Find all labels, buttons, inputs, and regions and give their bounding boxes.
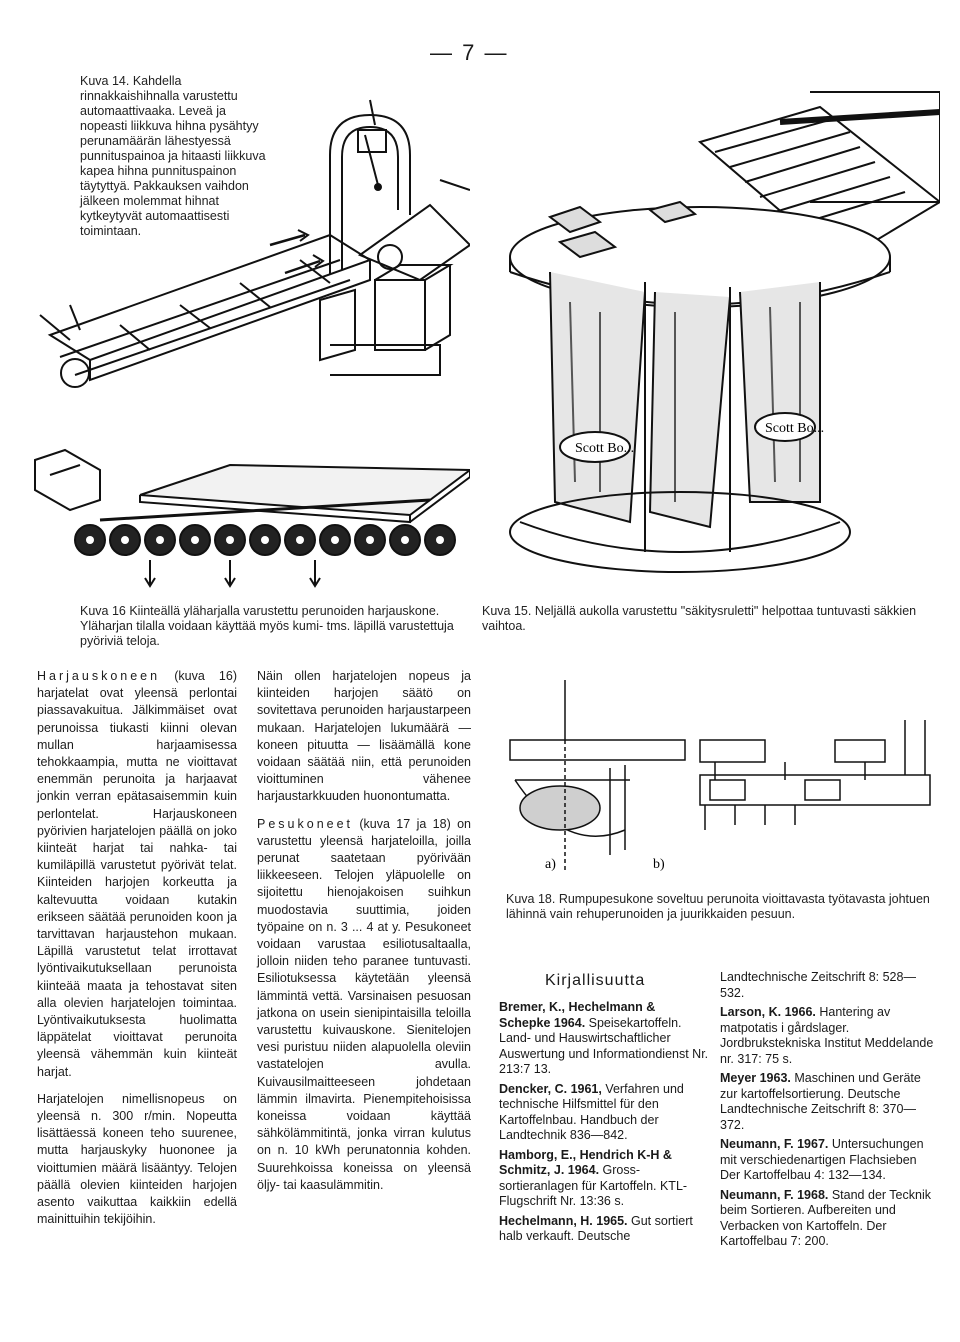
reference-item: Meyer 1963. Maschinen und Geräte zur kartoffelsortierung. Deutsche Landtechnische Zeitschrift 8: 370—372. [720, 1071, 921, 1132]
col1-para-1: (kuva 16) harjatelat ovat yleensä perlontai piassavakuitua. Jälkimmäiset ovat perunoissa tiukasti kiinni olevan mullan harjaamisessa tehokkaampia, mutta ne vioittavat enemmän perunoita ja harjaavat jonkin verran epätasaisemmin kuin perlontelat. Harjauskoneen pyörivien harjatelojen päällä on joko kiinteät harjat tai nahka- tai kumiläpillä varustetut pyörivät telat. Kiinteiden harjojen korkeutta ja kaltevuutta voidaan kutakin erikseen säätää perunoiden koon ja tarvittavan harjaustehon mukaan. Läpillä varustetut telat irrottavat lyöntivaikutuksellaan perunoista kiinteää maata ja tehostavat siten alla olevien harjatelojen toimintaa. Lyöntivaikutuksesta huolimatta läppätelat vioittavat perunoita yleensä vähemmän kuin kiinteät harjat. [37, 669, 237, 1079]
reference-item: Hamborg, E., Hendrich K-H & Schmitz, J. 1964. Gross-sortieranlagen für Kartoffeln. KTL-Flugschrift Nr. 13:36 s. [499, 1147, 688, 1208]
page-number: — 7 — [430, 40, 509, 65]
fig18-label-b: b) [653, 857, 665, 872]
body-column-1 [37, 668, 237, 1239]
term-pesukoneet: Pesukoneet [257, 816, 354, 831]
reference-item: Larson, K. 1966. Hantering av matpotatis i gårdslager. Jordbrukstekniska Institut Meddelande nr. 317: 75 s. [720, 1005, 934, 1066]
figure-15-caption: Kuva 15. Neljällä aukolla varustettu "säkitysruletti" helpottaa tuntuvasti säkkien vaihtoa. [482, 604, 917, 633]
term-harjauskone: Harjauskoneen [37, 669, 161, 683]
reference-item: Landtechnische Zeitschrift 8: 528—532. [720, 970, 916, 1000]
reference-item: Neumann, F. 1968. Stand der Tecknik beim Sortieren. Aufbereiten und Verbacken von Kartoffeln. Der Kartoffelbau 7: 200. [720, 1187, 931, 1248]
col1-para-2: Harjatelojen nimellisnopeus on yleensä n. 300 r/min. Nopeutta lisättäessä koneen teho suurenee, mutta harjauskyky huononee ja vioittumien määrä lisääntyy. Telojen päällä olevien kiinteiden harjojen asento vaikuttaa kaikkiin edellä mainittuihin tekijöihin. [37, 1091, 237, 1227]
figure-15-bagging-roulette [480, 82, 940, 582]
col2-para-2: (kuva 17 ja 18) on varustettu yleensä harjateloilla, joilla perunat saatetaan pyörivään liikkeeseen. Telojen yläpuolelle on sijoitettu hienojakoisen suihkun muodostavia suuttimia, joiden työpaine on n. 3 ... 4 at y. Pesukoneet voidaan varustaa esiliotusaltaalla, jolloin niiden teho paranee tuntuvasti. Esiliotuksessa käytetään yleensä lämmintä vettä. Varsinaisen pesuosan jatkona on usein sienipintaisilla teloilla varustettu kuivauskone. Sienitelojen vesi puristuu niiden alapuolella oleviin vastatelojen avulla. Kuivausilmaitteeseen johdetaan lämmin ilmavirta. Pienempitehoisissa koneissa voidaan käyttää sähkölämmitintä, jonka virran kulutus on n. 10 kWh perunatonnia kohden. Suurehkoissa koneissa on yleensä öljy- tai kaasulämmitin. [257, 816, 471, 1192]
bag-label-2: Scott Bo... [765, 421, 825, 436]
body-column-2 [257, 668, 471, 1204]
fig18-label-a: a) [545, 857, 556, 872]
reference-item: Dencker, C. 1961, Verfahren und technische Hilfsmittel für den Kartoffelnbau. Handbuch der Landtechnik 836—842. [499, 1081, 684, 1142]
figure-16-caption: Kuva 16 Kiinteällä yläharjalla varustettu perunoiden harjauskone. Yläharjan tilalla voidaan käyttää myös kumi- tms. läpillä varustettuja pyöriviä teloja. [80, 604, 454, 648]
literature-heading: Kirjallisuutta [545, 972, 646, 989]
figure-14-conveyor-scale [30, 95, 470, 415]
figure-18-caption: Kuva 18. Rumpupesukone soveltuu perunoita vioittavasta työtavasta johtuen lähinnä vain rehuperunoiden ja juurikkaiden pesuun. [506, 892, 930, 921]
reference-item: Bremer, K., Hechelmann & Schepke 1964. Speisekartoffeln. Land- und Hauswirtschaftlicher Auswertung und Informationdienst Nr. 213:7 13. [499, 1000, 709, 1076]
figure-14-caption: Kuva 14. Kahdella rinnakkaishihnalla varustettu automaattivaaka. Leveä ja nopeasti liikkuva hihna pysähtyy perunamäärän lähestyessä punnituspainoa ja hitaasti liikkuva kapea hihna punnituspainon täytyttyä. Pakkauksen vaihdon jälkeen molemmat hihnat kytkeytyvät automaattisesti toimintaan. [80, 74, 266, 238]
bag-label-1: Scott Bo... [575, 441, 635, 456]
literature-left [499, 1000, 709, 1249]
literature-right [720, 970, 935, 1254]
reference-item: Neumann, F. 1967. Untersuchungen mit verschiedenartigen Flachsieben Der Kartoffelbau 4: 132—134. [720, 1137, 924, 1182]
col2-para-1: Näin ollen harjatelojen nopeus ja kiinteiden harjojen säätö on sovitettava perunoiden harjaustarpeen mukaan. Harjatelojen lukumäärä — koneen pituutta — lisäämällä kone voidaan säätää niin, että perunoiden vioittuminen vähenee harjaustarkkuuden huonontumatta. [257, 669, 471, 804]
figure-16-brushing-machine [30, 440, 470, 590]
figure-18-drum-washer [505, 680, 935, 875]
reference-item: Hechelmann, H. 1965. Gut sortiert halb verkauft. Deutsche [499, 1213, 693, 1243]
